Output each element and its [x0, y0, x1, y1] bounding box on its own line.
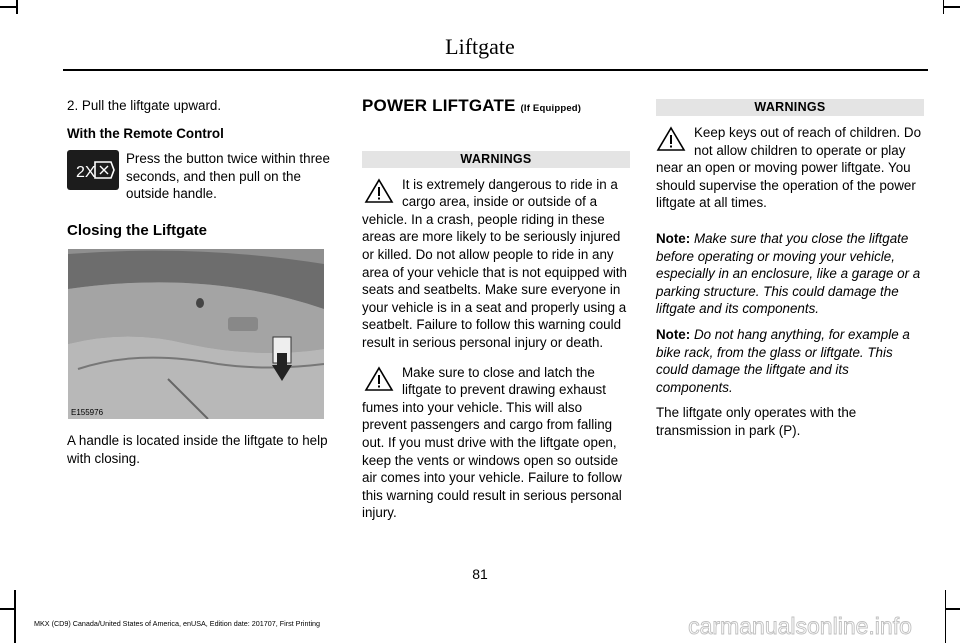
left-closing-text: A handle is located inside the liftgate to help with closing.: [67, 433, 328, 466]
liftgate-illustration: [68, 249, 324, 419]
warning-item: [656, 124, 924, 212]
crop-mark: [16, 0, 18, 14]
remote-button-icon: [67, 150, 119, 190]
section-title-suffix: (If Equipped): [520, 103, 582, 114]
page-header-title: Liftgate: [445, 34, 515, 59]
warning-item: [362, 176, 630, 352]
note-label: Note:: [656, 230, 691, 246]
note: [656, 230, 924, 318]
image-code: E155976: [71, 408, 104, 417]
page-number: 81: [472, 566, 488, 582]
note-label: Note:: [656, 326, 691, 342]
crop-mark: [14, 590, 16, 643]
section-title-text: POWER LIFTGATE: [362, 96, 516, 115]
remote-text: Press the button twice within three seconds, and then pull on the outside handle.: [126, 151, 330, 202]
warning-item: [362, 364, 630, 522]
crop-mark: [944, 6, 960, 8]
paragraph: The liftgate only operates with the transmission in park (P).: [656, 405, 857, 438]
warning-text: Keep keys out of reach of children. Do not allow children to operate or play near an open or moving power liftgate. You should supervise the operation of the power liftgate at all times.: [656, 125, 922, 211]
crop-mark: [943, 0, 945, 14]
note: [656, 326, 924, 396]
header-rule: [63, 69, 928, 71]
crop-mark: [945, 590, 947, 643]
crop-mark: [0, 608, 14, 610]
warning-triangle-icon: [364, 366, 394, 392]
note-text: Make sure that you close the liftgate before operating or moving your vehicle, especially in an enclosure, like a garage or a parking structure. This could damage the liftgate and its components.: [656, 230, 921, 317]
middle-column: [362, 97, 630, 522]
warning-triangle-icon: [656, 126, 686, 152]
section-title: [362, 97, 630, 118]
right-column: [656, 99, 924, 448]
watermark: [672, 610, 928, 642]
step-2-text: 2. Pull the liftgate upward.: [67, 98, 222, 113]
crop-mark: [0, 6, 16, 8]
closing-heading: Closing the Liftgate: [67, 222, 207, 240]
note-text: Do not hang anything, for example a bike rack, from the glass or liftgate. This could damage the liftgate and its components.: [656, 326, 910, 395]
warnings-bar: WARNINGS: [362, 151, 630, 168]
crop-mark: [946, 608, 960, 610]
warning-triangle-icon: [364, 178, 394, 204]
warnings-bar: WARNINGS: [656, 99, 924, 116]
remote-heading: With the Remote Control: [67, 125, 224, 141]
warning-text: Make sure to close and latch the liftgate to prevent drawing exhaust fumes into your vehicle. This will also prevent passengers and cargo from falling out. If you must drive with the liftgate open, keep the vents or windows open so outside air comes into your vehicle. Failure to follow this warning could result in serious personal injury.: [362, 364, 622, 521]
remote-icon-label: 2X: [76, 164, 96, 181]
footer-edition: MKX (CD9) Canada/United States of America, enUSA, Edition date: 201707, First Printing: [34, 619, 321, 628]
warning-text: It is extremely dangerous to ride in a cargo area, inside or outside of a vehicle. In a crash, people riding in these areas are more likely to be seriously injured or killed. Do not allow people to ride in any area of your vehicle that is not equipped with seats and seatbelts. Make sure everyone in your vehicle is in a seat and properly using a seatbelt. Failure to follow this warning could result in serious personal injury or death.: [362, 176, 628, 350]
watermark-text: carmanualsonline.info: [688, 613, 912, 639]
